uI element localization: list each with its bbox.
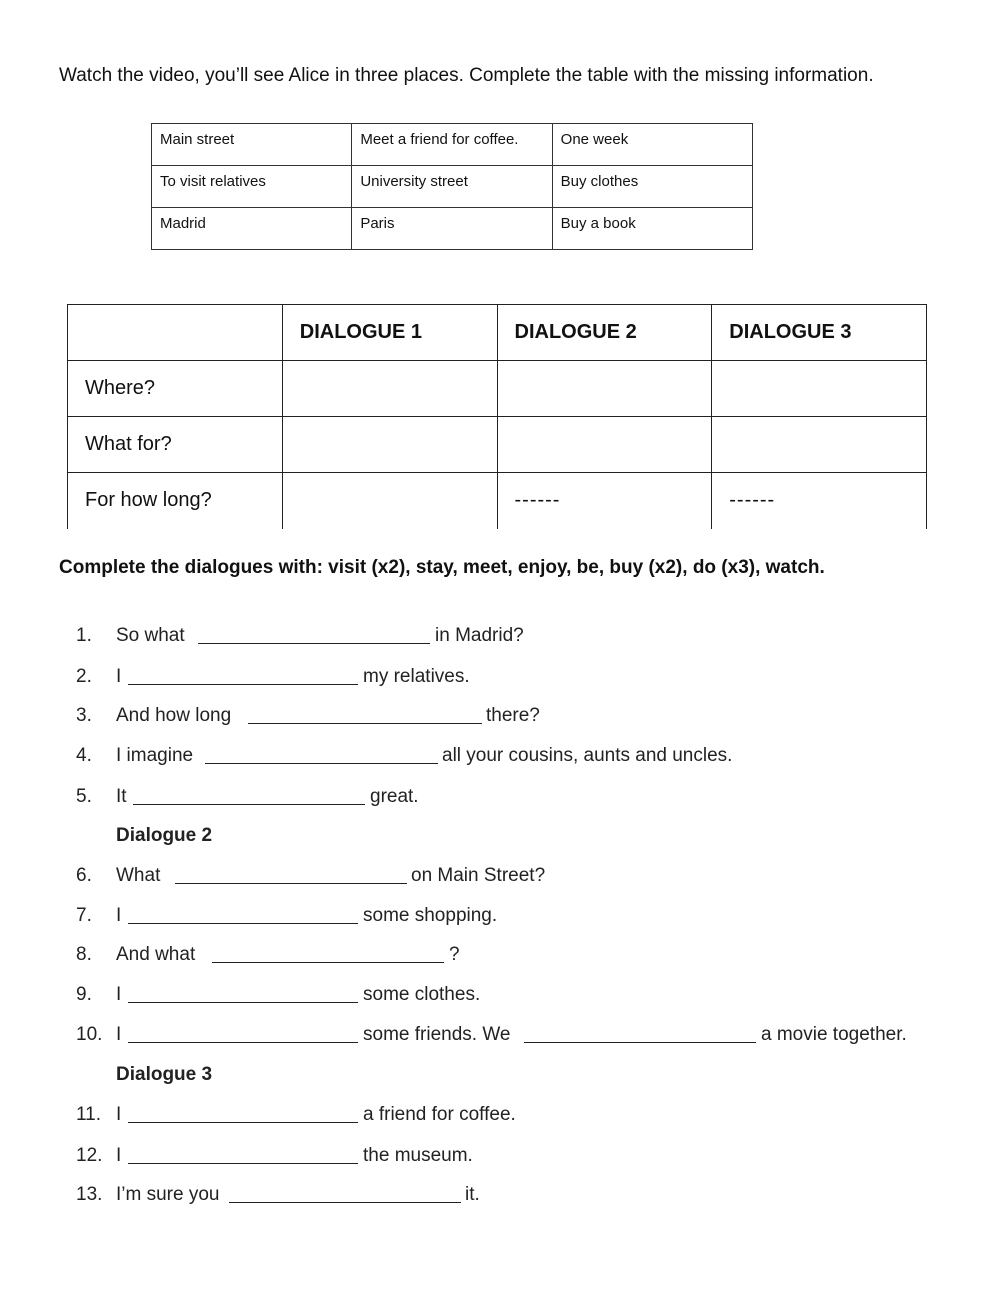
answer-cell[interactable] xyxy=(282,361,497,417)
table-row xyxy=(68,361,927,417)
item-number: 9. xyxy=(76,984,92,1005)
item-text: I xyxy=(116,905,122,926)
item-text: some shopping. xyxy=(363,905,498,926)
answer-cell[interactable] xyxy=(497,417,712,473)
item-number: 4. xyxy=(76,745,92,766)
table-cell: Paris xyxy=(352,208,552,250)
item-text: And what xyxy=(116,944,196,965)
item-text: the museum. xyxy=(363,1145,473,1166)
item-number: 5. xyxy=(76,786,92,807)
table-row xyxy=(152,124,753,166)
table-header: DIALOGUE 2 xyxy=(497,305,712,361)
answer-blank[interactable] xyxy=(205,763,438,764)
answer-cell: ------ xyxy=(712,473,927,529)
table-cell: Meet a friend for coffee. xyxy=(352,124,552,166)
item-text: a movie together. xyxy=(761,1024,907,1045)
item-text: my relatives. xyxy=(363,666,470,687)
options-table xyxy=(151,123,753,250)
item-text: I xyxy=(116,1145,122,1166)
table-cell: Main street xyxy=(152,124,352,166)
table-cell: Madrid xyxy=(152,208,352,250)
item-text: It xyxy=(116,786,127,807)
item-text: some friends. We xyxy=(363,1024,511,1045)
dialogue-2-heading: Dialogue 2 xyxy=(116,825,213,846)
item-text: great. xyxy=(370,786,419,807)
answer-cell[interactable] xyxy=(712,417,927,473)
answer-cell[interactable] xyxy=(282,417,497,473)
table-row xyxy=(68,473,927,529)
table-cell: To visit relatives xyxy=(152,166,352,208)
answer-blank[interactable] xyxy=(128,923,358,924)
item-text: What xyxy=(116,865,161,886)
answer-blank[interactable] xyxy=(128,1122,358,1123)
instructions-text: Watch the video, you’ll see Alice in three places. Complete the table with the missing information. xyxy=(59,65,874,86)
item-number: 8. xyxy=(76,944,92,965)
item-text: I xyxy=(116,1104,122,1125)
table-cell: Buy a book xyxy=(552,208,752,250)
table-row xyxy=(68,417,927,473)
row-label: For how long? xyxy=(68,473,283,529)
item-text: I imagine xyxy=(116,745,194,766)
table-cell: Buy clothes xyxy=(552,166,752,208)
item-text: I xyxy=(116,1024,122,1045)
item-text: some clothes. xyxy=(363,984,481,1005)
answer-blank[interactable] xyxy=(128,1002,358,1003)
item-number: 1. xyxy=(76,625,92,646)
table-header: DIALOGUE 1 xyxy=(282,305,497,361)
answer-cell: ------ xyxy=(497,473,712,529)
row-label: Where? xyxy=(68,361,283,417)
item-text: And how long xyxy=(116,705,232,726)
table-header: DIALOGUE 3 xyxy=(712,305,927,361)
item-number: 11. xyxy=(76,1104,102,1125)
answer-cell[interactable] xyxy=(712,361,927,417)
item-text: a friend for coffee. xyxy=(363,1104,516,1125)
item-number: 10. xyxy=(76,1024,103,1045)
item-text: ? xyxy=(449,944,460,965)
item-text: I xyxy=(116,666,122,687)
item-number: 2. xyxy=(76,666,92,687)
answer-blank[interactable] xyxy=(128,1163,358,1164)
item-text: I xyxy=(116,984,122,1005)
answer-blank[interactable] xyxy=(198,643,430,644)
table-header-row xyxy=(68,305,927,361)
item-text: it. xyxy=(465,1184,480,1205)
item-number: 7. xyxy=(76,905,92,926)
exercise-instruction: Complete the dialogues with: visit (x2), stay, meet, enjoy, be, buy (x2), do (x3), watch. xyxy=(59,557,825,578)
answer-blank[interactable] xyxy=(128,1042,358,1043)
answer-cell[interactable] xyxy=(497,361,712,417)
answer-blank[interactable] xyxy=(229,1202,461,1203)
item-number: 13. xyxy=(76,1184,103,1205)
item-number: 12. xyxy=(76,1145,103,1166)
item-text: all your cousins, aunts and uncles. xyxy=(442,745,733,766)
dialogue-3-heading: Dialogue 3 xyxy=(116,1064,213,1085)
table-row xyxy=(152,166,753,208)
table-row xyxy=(152,208,753,250)
answer-blank[interactable] xyxy=(212,962,444,963)
table-header xyxy=(68,305,283,361)
table-cell: One week xyxy=(552,124,752,166)
item-text: I’m sure you xyxy=(116,1184,220,1205)
answer-blank[interactable] xyxy=(133,804,365,805)
dialogue-table xyxy=(67,304,927,529)
item-text: So what xyxy=(116,625,185,646)
table-cell: University street xyxy=(352,166,552,208)
answer-cell[interactable] xyxy=(282,473,497,529)
item-number: 3. xyxy=(76,705,92,726)
answer-blank[interactable] xyxy=(128,684,358,685)
item-text: there? xyxy=(486,705,540,726)
row-label: What for? xyxy=(68,417,283,473)
item-text: on Main Street? xyxy=(411,865,546,886)
item-text: in Madrid? xyxy=(435,625,524,646)
answer-blank[interactable] xyxy=(524,1042,756,1043)
item-number: 6. xyxy=(76,865,92,886)
answer-blank[interactable] xyxy=(175,883,407,884)
answer-blank[interactable] xyxy=(248,723,482,724)
